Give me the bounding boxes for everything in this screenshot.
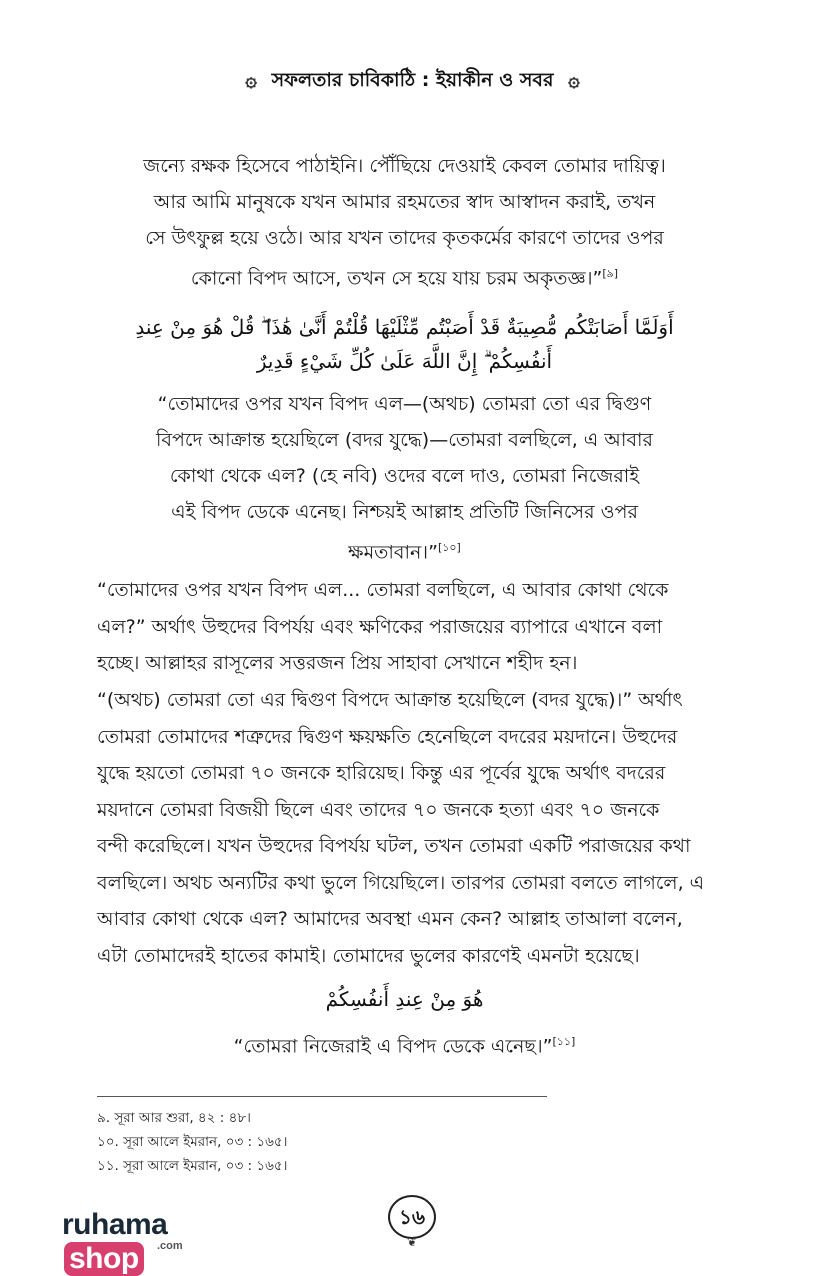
footnote-ref-9[interactable]: [৯]	[602, 267, 619, 280]
paragraph-line: যুদ্ধে হয়তো তোমরা ৭০ জনকে হারিয়েছ। কিন্তু এর পূর্বের যুদ্ধে অর্থাৎ বদরের	[97, 762, 666, 784]
quote-block-2	[132, 386, 677, 570]
page-number-badge	[372, 1195, 452, 1251]
arabic-verse-1	[132, 310, 677, 378]
quote-line: “তোমরা নিজেরাই এ বিপদ ডেকে এনেছ।”[১১]	[233, 1035, 576, 1058]
page-number: ১৬	[388, 1195, 436, 1239]
footnote-ref-10[interactable]: [১০]	[437, 541, 461, 554]
quote-line: এই বিপদ ডেকে এনেছ। নিশ্চয়ই আল্লাহ প্রতিটি জিনিসের ওপর	[171, 501, 638, 523]
paragraph-line: তোমরা তোমাদের শত্রুদের দ্বিগুণ ক্ষয়ক্ষতি হেনেছিলে বদরের ময়দানে। উহুদের	[97, 725, 678, 748]
paragraph-line: বন্দী করেছিলে। যখন উহুদের বিপর্যয় ঘটল, তখন তোমরা একটি পরাজয়ের কথা	[97, 835, 691, 857]
arabic-verse-2	[132, 982, 677, 1016]
arabic-line: أَنفُسِكُمْ ۗ إِنَّ اللَّهَ عَلَىٰ كُلِّ شَيْءٍ قَدِيرٌ	[256, 349, 553, 373]
arabic-line: هُوَ مِنْ عِندِ أَنفُسِكُمْ	[325, 987, 484, 1011]
header-title: সফলতার চাবিকাঠি : ইয়াকীন ও সবর	[271, 69, 554, 91]
ruhama-shop-logo[interactable]	[62, 1208, 222, 1275]
ornament-icon-left: ۞	[245, 67, 257, 91]
footnote-ref-11[interactable]: [১১]	[552, 1035, 576, 1048]
quote-line: “তোমাদের ওপর যখন বিপদ এল—(অথচ) তোমরা তো এর দ্বিগুণ	[157, 393, 652, 415]
footnotes	[97, 1106, 288, 1178]
paragraph-line: আবার কোথা থেকে এল? আমাদের অবস্থা এমন কেন? আল্লাহ তাআলা বলেন,	[97, 908, 683, 930]
ornament-icon-right: ۞	[568, 67, 580, 91]
paragraph-line: এটা তোমাদেরই হাতের কামাই। তোমাদের ভুলের কারণেই এমনটা হয়েছে।	[97, 944, 640, 967]
page-header	[0, 66, 825, 98]
quote-line: আর আমি মানুষকে যখন আমার রহমতের স্বাদ আস্বাদন করাই, তখন	[153, 191, 656, 213]
logo-shop-badge: shop	[64, 1242, 144, 1276]
quote-line: কোনো বিপদ আসে, তখন সে হয়ে যায় চরম অকৃতজ্ঞ।”[৯]	[190, 267, 619, 290]
footnote-item: ৯. সূরা আর শুরা, ৪২ : ৪৮।	[97, 1110, 251, 1126]
quote-line: সে উৎফুল্ল হয়ে ওঠে। আর যখন তাদের কৃতকর্মের কারণে তাদের ওপর	[145, 227, 664, 249]
paragraph-line: এল?” অর্থাৎ উহুদের বিপর্যয় এবং ক্ষণিকের পরাজয়ের ব্যাপারে এখানে বলা	[97, 615, 663, 638]
logo-com-text: .com	[157, 1240, 183, 1252]
footnote-divider	[97, 1096, 547, 1097]
quote-line: ক্ষমতাবান।”[১০]	[348, 541, 461, 564]
quote-block-3	[132, 1024, 677, 1064]
quote-line: জন্যে রক্ষক হিসেবে পাঠাইনি। পৌঁছিয়ে দেওয়াই কেবল তোমার দায়িত্ব।	[143, 155, 666, 177]
paragraph-line: হচ্ছে। আল্লাহর রাসূলের সত্তরজন প্রিয় সাহাবা সেখানে শহীদ হন।	[97, 652, 578, 674]
paragraph-1	[97, 572, 727, 682]
logo-main-text: ruhama	[62, 1208, 168, 1241]
paragraph-line: “তোমাদের ওপর যখন বিপদ এল... তোমরা বলছিলে, এ আবার কোথা থেকে	[97, 579, 669, 601]
paragraph-line: ময়দানে তোমরা বিজয়ী ছিলে এবং তাদের ৭০ জনকে হত্যা এবং ৭০ জনকে	[97, 798, 660, 821]
swirl-ornament-icon: ❦	[406, 1235, 418, 1249]
quote-line: বিপদে আক্রান্ত হয়েছিলে (বদর যুদ্ধে)—তোমরা বলছিলে, এ আবার	[155, 429, 653, 451]
footnote-item: ১০. সূরা আলে ইমরান, ০৩ : ১৬৫।	[97, 1134, 288, 1150]
quote-block-1	[132, 148, 677, 296]
quote-line: কোথা থেকে এল? (হে নবি) ওদের বলে দাও, তোমরা নিজেরাই	[169, 465, 640, 487]
paragraph-line: “(অথচ) তোমরা তো এর দ্বিগুণ বিপদে আক্রান্ত হয়েছিলে (বদর যুদ্ধে)।” অর্থাৎ	[97, 689, 683, 711]
paragraph-line: বলছিলে। অথচ অন্যটির কথা ভুলে গিয়েছিলে। তারপর তোমরা বলতে লাগলে, এ	[97, 871, 705, 894]
arabic-line: أَوَلَمَّا أَصَابَتْكُم مُّصِيبَةٌ قَدْ أَصَبْتُم مِّثْلَيْهَا قُلْتُمْ أَنَّىٰ هَٰذَا ۖ قُلْ هُوَ مِنْ عِندِ	[135, 315, 674, 339]
footnote-item: ১১. সূরা আলে ইমরান, ০৩ : ১৬৫।	[97, 1158, 288, 1174]
paragraph-2	[97, 682, 727, 974]
